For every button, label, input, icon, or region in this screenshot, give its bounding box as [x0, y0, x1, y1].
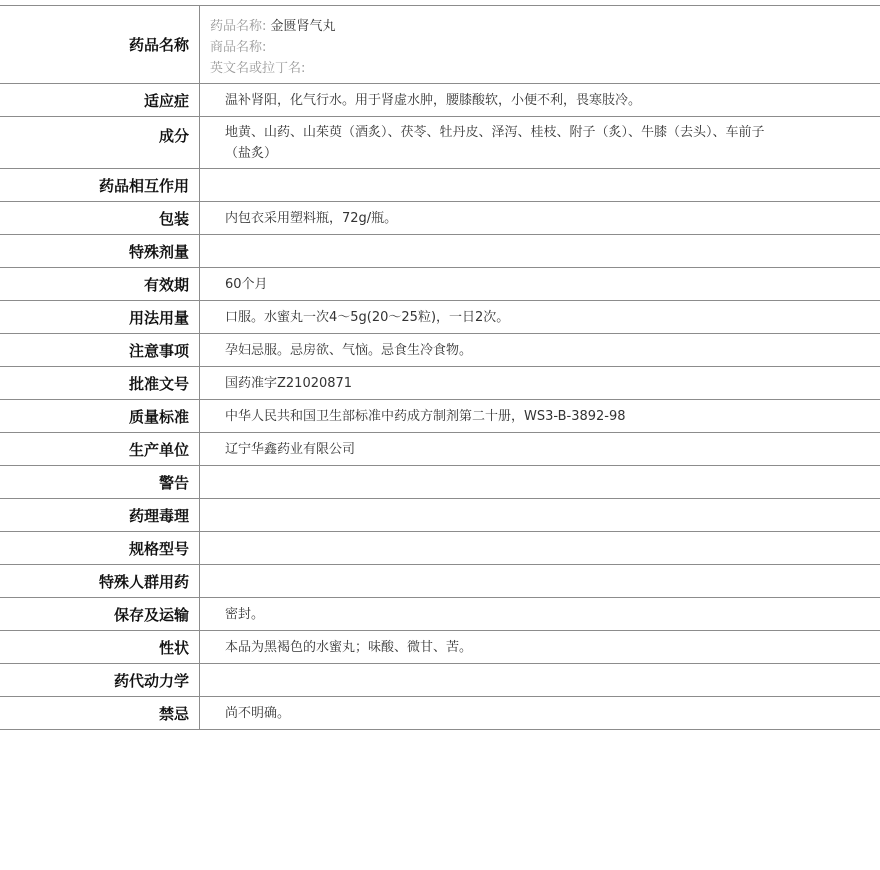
row-value: 60个月	[225, 276, 268, 292]
row-label: 药品相互作用	[0, 169, 200, 201]
row-quality-standard	[0, 400, 880, 433]
row-value: 内包衣采用塑料瓶，72g/瓶。	[225, 210, 398, 226]
row-label: 包装	[0, 202, 200, 234]
row-label: 有效期	[0, 268, 200, 300]
row-value: 口服。水蜜丸一次4～5g(20～25粒)，一日2次。	[225, 309, 510, 325]
row-value: 密封。	[225, 606, 265, 622]
row-value	[200, 169, 880, 201]
row-label: 用法用量	[0, 301, 200, 333]
row-label: 性状	[0, 631, 200, 663]
row-value: 温补肾阳，化气行水。用于肾虚水肿，腰膝酸软，小便不利，畏寒肢冷。	[225, 92, 642, 108]
row-drug-name	[0, 6, 880, 84]
generic-name-line	[210, 16, 336, 37]
row-label: 批准文号	[0, 367, 200, 399]
row-interactions	[0, 169, 880, 202]
row-precautions	[0, 334, 880, 367]
row-value	[200, 235, 880, 267]
row-value: 地黄、山药、山茱萸（酒炙）、茯苓、牡丹皮、泽泻、桂枝、附子（炙）、牛膝（去头）、车前子（盐炙）	[225, 125, 765, 161]
row-label: 注意事项	[0, 334, 200, 366]
row-value: 孕妇忌服。忌房欲、气恼。忌食生冷食物。	[225, 342, 473, 358]
row-label: 生产单位	[0, 433, 200, 465]
generic-name-value: 金匮肾气丸	[270, 19, 336, 34]
row-manufacturer	[0, 433, 880, 466]
row-value	[200, 499, 880, 531]
row-value: 中华人民共和国卫生部标准中药成方制剂第二十册，WS3-B-3892-98	[225, 408, 626, 424]
row-label: 适应症	[0, 84, 200, 116]
row-ingredients	[0, 117, 880, 169]
row-value	[200, 466, 880, 498]
row-value: 本品为黑褐色的水蜜丸；味酸、微甘、苦。	[225, 639, 473, 655]
row-pharmacokinetics	[0, 664, 880, 697]
row-label: 特殊剂量	[0, 235, 200, 267]
row-special-populations	[0, 565, 880, 598]
row-approval-number	[0, 367, 880, 400]
row-label: 质量标准	[0, 400, 200, 432]
row-label: 药品名称	[0, 6, 200, 83]
row-value: 辽宁华鑫药业有限公司	[225, 441, 356, 457]
drug-name-values	[200, 6, 880, 83]
row-label: 药代动力学	[0, 664, 200, 696]
row-label: 药理毒理	[0, 499, 200, 531]
generic-name-label: 药品名称:	[210, 19, 267, 34]
row-packaging	[0, 202, 880, 235]
row-label: 特殊人群用药	[0, 565, 200, 597]
english-name-label: 英文名或拉丁名:	[210, 61, 306, 76]
row-warning	[0, 466, 880, 499]
row-value	[200, 565, 880, 597]
row-storage	[0, 598, 880, 631]
row-special-dosage	[0, 235, 880, 268]
row-value	[200, 664, 880, 696]
trade-name-label: 商品名称:	[210, 40, 267, 55]
row-indications	[0, 84, 880, 117]
row-value: 尚不明确。	[225, 705, 291, 721]
row-pharmacology	[0, 499, 880, 532]
row-value	[200, 532, 880, 564]
row-specification	[0, 532, 880, 565]
row-label: 警告	[0, 466, 200, 498]
row-value: 国药准字Z21020871	[225, 375, 353, 391]
row-shelf-life	[0, 268, 880, 301]
row-description	[0, 631, 880, 664]
row-label: 禁忌	[0, 697, 200, 729]
row-label: 成分	[0, 117, 200, 168]
drug-info-table	[0, 5, 880, 730]
row-dosage	[0, 301, 880, 334]
row-contraindications	[0, 697, 880, 730]
row-label: 保存及运输	[0, 598, 200, 630]
row-label: 规格型号	[0, 532, 200, 564]
